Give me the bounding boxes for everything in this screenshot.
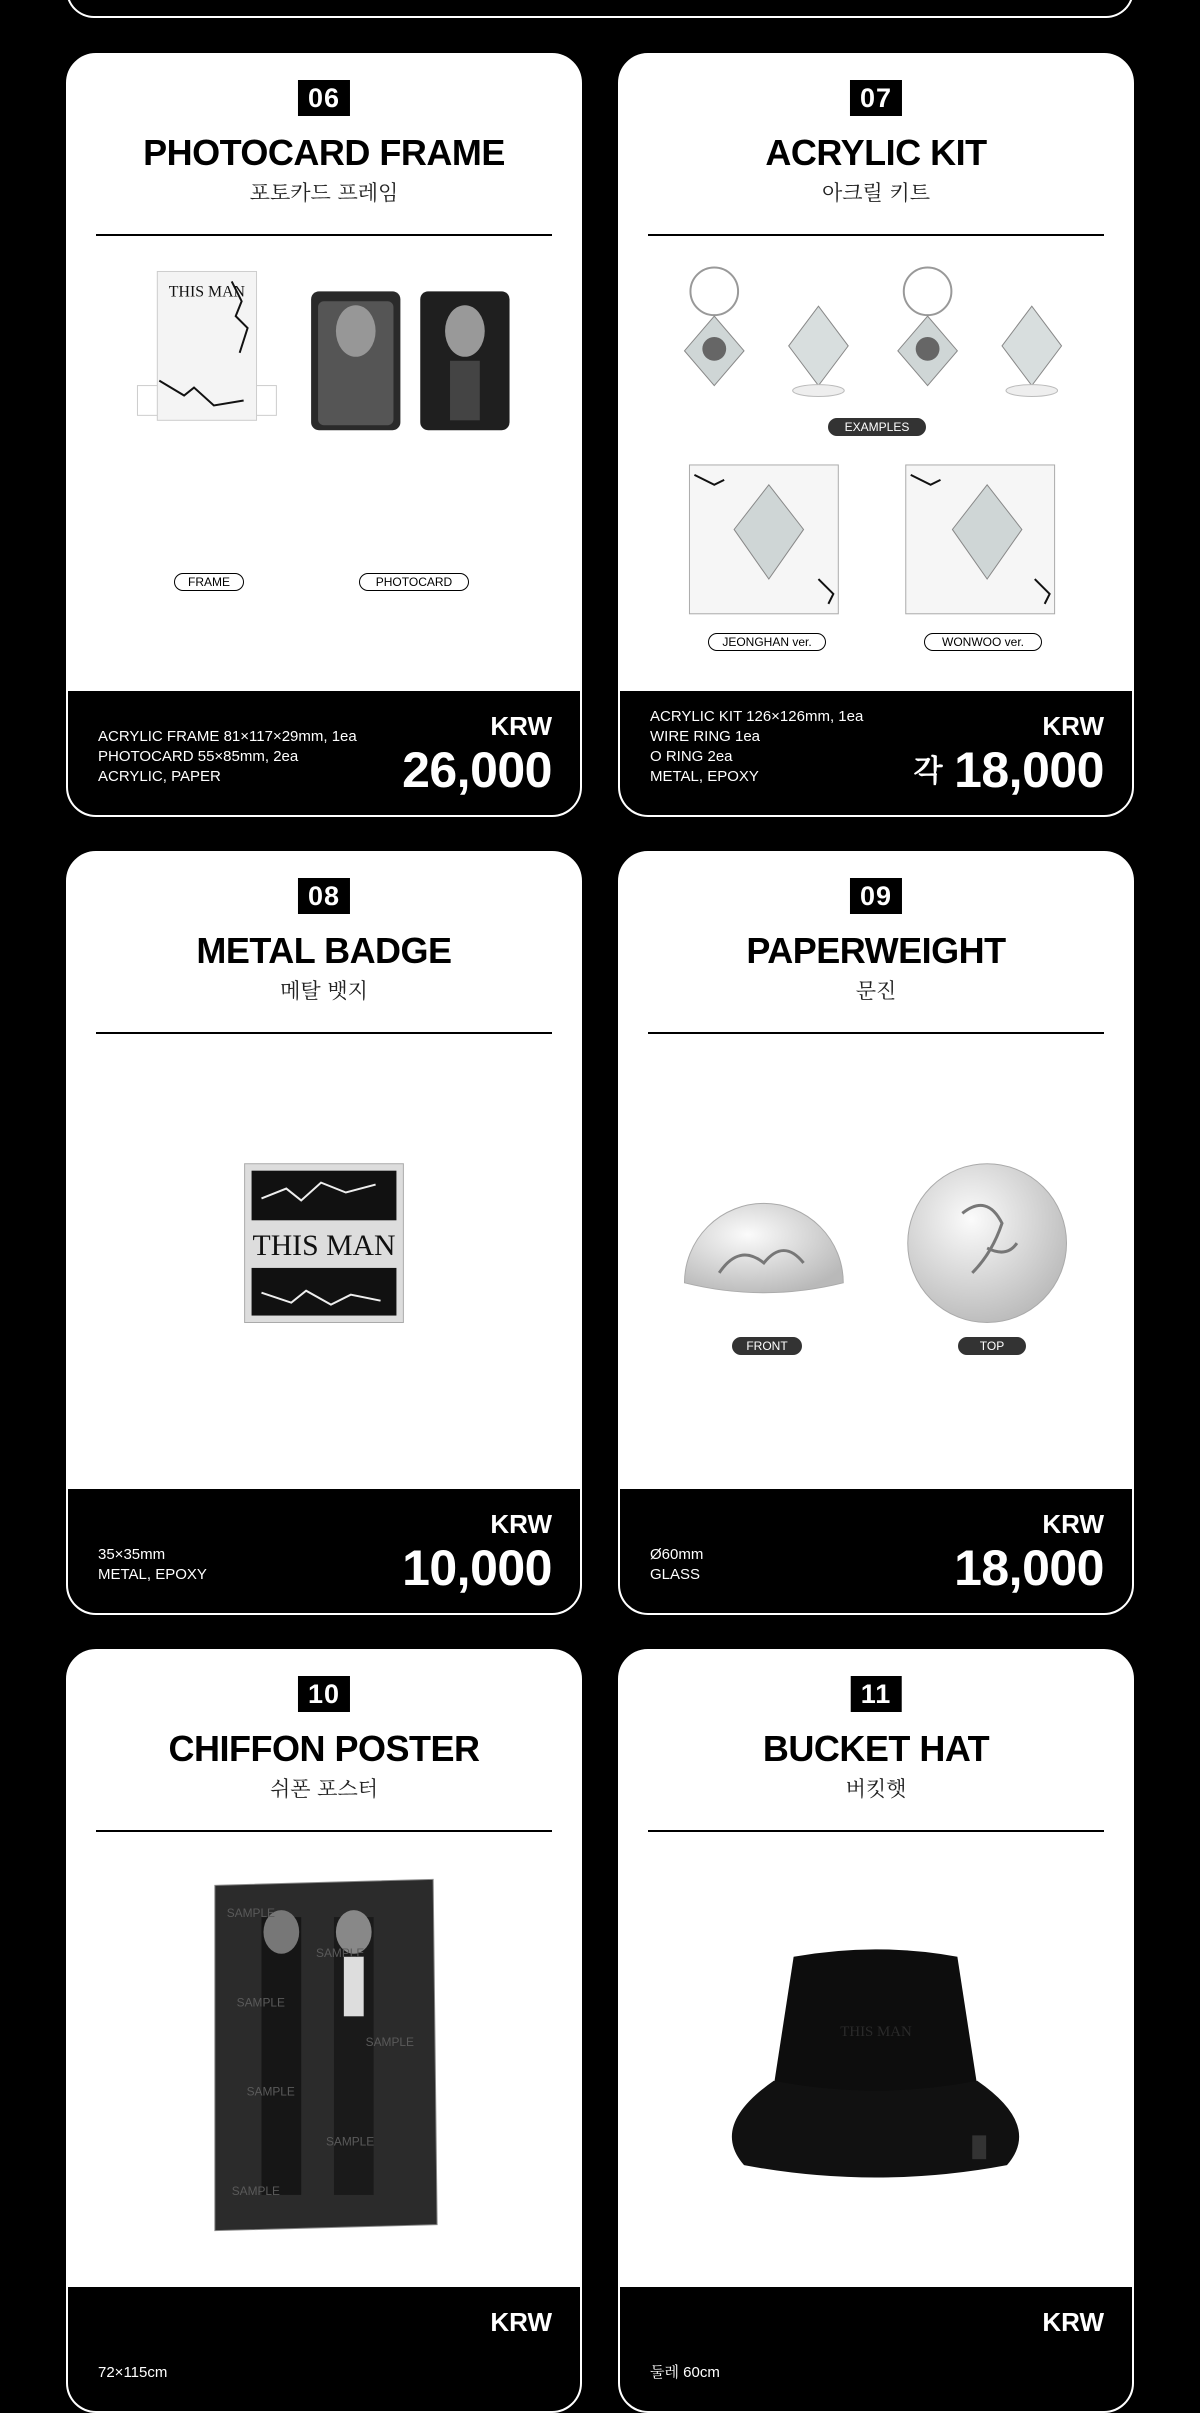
spec-line: Ø60mm — [650, 1546, 704, 1563]
spec-line: ACRYLIC, PAPER — [98, 768, 221, 785]
spec-line: ACRYLIC FRAME 81×117×29mm, 1ea — [98, 728, 357, 745]
product-card-acrylic-kit[interactable] — [618, 53, 1134, 817]
label-examples: EXAMPLES — [828, 418, 926, 436]
watermark-text: SAMPLE — [246, 2084, 295, 2099]
divider — [648, 234, 1104, 236]
product-card-photocard-frame[interactable] — [66, 53, 582, 817]
product-subtitle: 쉬폰 포스터 — [269, 1777, 379, 1801]
product-title: PAPERWEIGHT — [746, 930, 1006, 971]
hat-logo: THIS MAN — [840, 2024, 912, 2041]
divider — [648, 1032, 1104, 1034]
label-photocard: PHOTOCARD — [359, 573, 469, 591]
price: 26,000 — [402, 742, 552, 798]
divider — [648, 1830, 1104, 1832]
price: 10,000 — [402, 1540, 552, 1596]
each-label: 각 — [913, 754, 943, 789]
spec-list — [650, 2363, 720, 2383]
product-title: PHOTOCARD FRAME — [143, 132, 505, 173]
card-footer — [68, 2287, 580, 2411]
card-footer — [68, 691, 580, 815]
product-subtitle: 포토카드 프레임 — [249, 181, 399, 205]
currency: KRW — [1042, 1509, 1104, 1539]
spec-list — [98, 2363, 167, 2383]
product-subtitle: 아크릴 키트 — [821, 181, 931, 205]
watermark-text: SAMPLE — [316, 1945, 365, 1960]
spec-line: 둘레 60cm — [650, 2364, 720, 2381]
previous-card-bottom — [66, 0, 1134, 18]
frame-logo: THIS MAN — [168, 283, 246, 301]
label-frame: FRAME — [174, 573, 244, 591]
currency: KRW — [490, 2307, 552, 2337]
watermark-text: SAMPLE — [231, 2183, 280, 2198]
item-number: 07 — [850, 80, 902, 116]
spec-line: METAL, EPOXY — [98, 1566, 207, 1583]
product-title: METAL BADGE — [196, 930, 452, 971]
product-subtitle: 메탈 뱃지 — [280, 979, 368, 1003]
metal-badge-image — [68, 1048, 580, 1468]
chiffon-poster-image — [68, 1846, 580, 2266]
product-title: ACRYLIC KIT — [765, 132, 987, 173]
watermark-text: SAMPLE — [236, 1995, 285, 2010]
product-card-chiffon-poster[interactable] — [66, 1649, 582, 2413]
item-number: 10 — [298, 1676, 350, 1712]
currency: KRW — [1042, 2307, 1104, 2337]
divider — [96, 1830, 552, 1832]
label-wonwoo-ver: WONWOO ver. — [924, 633, 1042, 651]
spec-list — [650, 707, 863, 787]
currency: KRW — [490, 711, 552, 741]
product-title: CHIFFON POSTER — [168, 1728, 480, 1769]
product-card-paperweight[interactable] — [618, 851, 1134, 1615]
currency: KRW — [490, 1509, 552, 1539]
item-number: 06 — [298, 80, 350, 116]
item-number: 08 — [298, 878, 350, 914]
watermark-text: SAMPLE — [365, 2035, 414, 2050]
spec-line: O RING 2ea — [650, 748, 733, 765]
spec-list — [98, 1545, 207, 1585]
price: 18,000 — [954, 1540, 1104, 1596]
watermark-text: SAMPLE — [226, 1906, 276, 1921]
spec-line: METAL, EPOXY — [650, 768, 759, 785]
card-footer — [68, 1489, 580, 1613]
product-subtitle: 버킷햇 — [845, 1777, 907, 1801]
price: 각 18,000 — [913, 742, 1104, 798]
card-footer — [620, 691, 1132, 815]
spec-line: WIRE RING 1ea — [650, 728, 761, 745]
photocard-frame-image — [68, 250, 580, 670]
spec-list — [650, 1545, 703, 1585]
product-card-metal-badge[interactable] — [66, 851, 582, 1615]
spec-line: GLASS — [650, 1566, 701, 1583]
item-number: 09 — [850, 878, 902, 914]
spec-line: 35×35mm — [98, 1546, 166, 1563]
spec-line: 72×115cm — [98, 2364, 168, 2381]
bucket-hat-image — [620, 1846, 1132, 2266]
label-top: TOP — [958, 1337, 1026, 1355]
spec-line: ACRYLIC KIT 126×126mm, 1ea — [650, 708, 864, 725]
badge-logo: THIS MAN — [252, 1229, 396, 1263]
card-footer — [620, 1489, 1132, 1613]
label-front: FRONT — [732, 1337, 802, 1355]
currency: KRW — [1042, 711, 1104, 741]
watermark-text: SAMPLE — [325, 2134, 375, 2149]
product-subtitle: 문진 — [855, 979, 897, 1003]
divider — [96, 1032, 552, 1034]
acrylic-kit-image — [620, 250, 1132, 670]
product-title: BUCKET HAT — [762, 1728, 990, 1769]
spec-list — [98, 727, 357, 787]
label-jeonghan-ver: JEONGHAN ver. — [708, 633, 826, 651]
divider — [96, 234, 552, 236]
product-card-bucket-hat[interactable] — [618, 1649, 1134, 2413]
paperweight-image — [620, 1048, 1132, 1468]
card-footer — [620, 2287, 1132, 2411]
item-number: 11 — [851, 1676, 902, 1712]
spec-line: PHOTOCARD 55×85mm, 2ea — [98, 748, 299, 765]
